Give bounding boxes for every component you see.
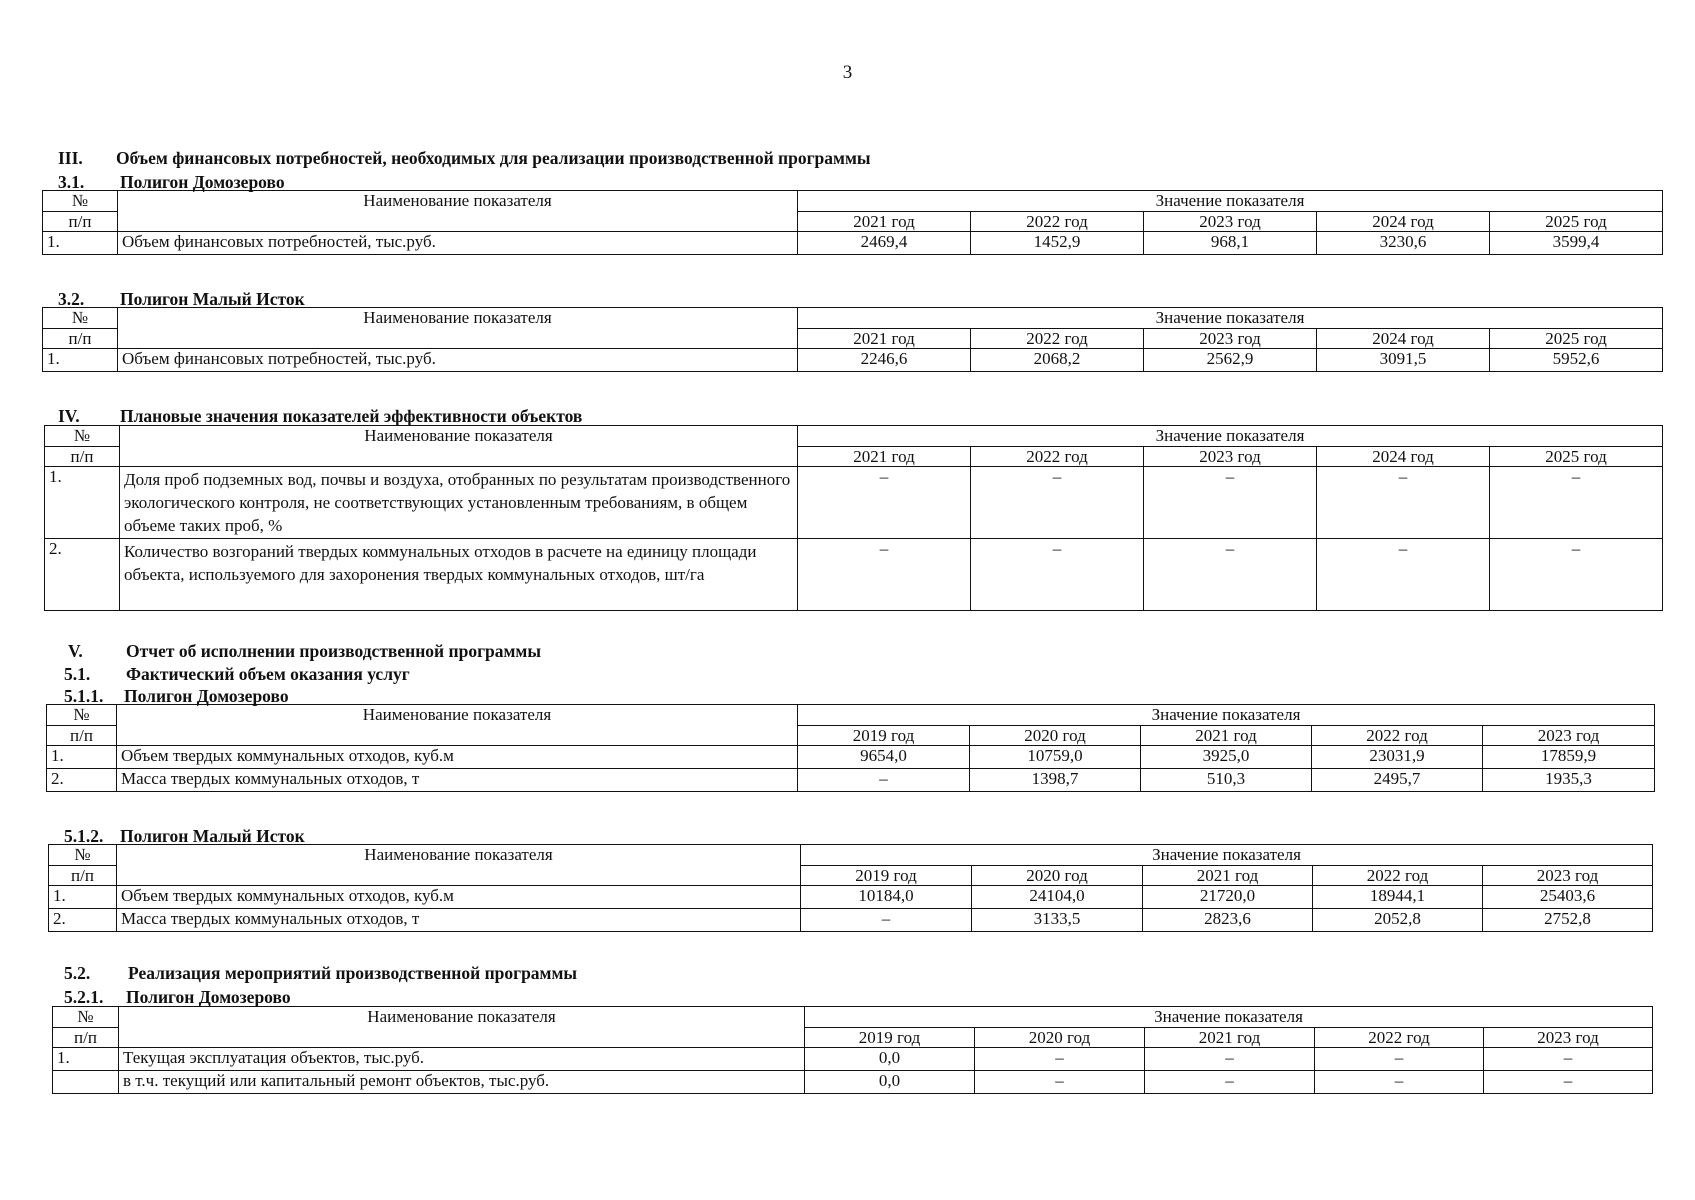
table-4	[44, 425, 1663, 611]
page-number: 3	[842, 62, 853, 83]
header-indicator-value: Значение показателя	[798, 705, 1655, 726]
value-cell: 3925,0	[1141, 746, 1312, 769]
year-header: 2019 год	[798, 726, 970, 746]
subsection-5-2-title: Реализация мероприятий производственной программы	[128, 963, 578, 983]
header-no: №	[49, 845, 117, 866]
value-cell: 9654,0	[798, 746, 970, 769]
value-cell: 2469,4	[798, 232, 971, 255]
subsection-5-2-1-title: Полигон Домозерово	[126, 987, 291, 1007]
subsection-3-1-number: 3.1.	[58, 172, 85, 192]
subsection-5-2-number: 5.2.	[64, 963, 91, 983]
header-indicator-name: Наименование показателя	[117, 845, 801, 886]
value-cell: 1452,9	[971, 232, 1144, 255]
value-cell: –	[798, 467, 971, 539]
value-cell: –	[798, 539, 971, 611]
value-cell: –	[1490, 467, 1663, 539]
row-number: 2.	[47, 769, 117, 792]
header-indicator-name: Наименование показателя	[117, 705, 798, 746]
row-number: 1.	[49, 886, 117, 909]
year-header: 2023 год	[1483, 866, 1653, 886]
value-cell: 2495,7	[1312, 769, 1483, 792]
row-number: 2.	[45, 539, 120, 611]
header-no: №	[47, 705, 117, 726]
header-no-sub: п/п	[53, 1028, 119, 1048]
table-3-1	[42, 190, 1663, 255]
subsection-3-1-title: Полигон Домозерово	[120, 172, 285, 192]
value-cell: 10184,0	[801, 886, 972, 909]
row-name: Объем твердых коммунальных отходов, куб.м	[117, 886, 801, 909]
table-row	[49, 886, 1653, 909]
value-cell: 2246,6	[798, 349, 971, 372]
value-cell: 2823,6	[1143, 909, 1313, 932]
table-3-2	[42, 307, 1663, 372]
header-indicator-value: Значение показателя	[798, 426, 1663, 447]
section-3-number: III.	[58, 148, 83, 168]
value-cell: 0,0	[805, 1071, 975, 1094]
value-cell: –	[971, 467, 1144, 539]
value-cell: –	[1484, 1071, 1653, 1094]
year-header: 2020 год	[975, 1028, 1145, 1048]
row-number: 2.	[49, 909, 117, 932]
row-number: 1.	[53, 1048, 119, 1071]
table-row	[43, 349, 1663, 372]
table-5-1-2	[48, 844, 1653, 932]
value-cell: 2752,8	[1483, 909, 1653, 932]
row-name: в т.ч. текущий или капитальный ремонт объектов, тыс.руб.	[119, 1071, 805, 1094]
year-header: 2020 год	[970, 726, 1141, 746]
subsection-5-1-title: Фактический объем оказания услуг	[126, 664, 410, 684]
year-header: 2020 год	[972, 866, 1143, 886]
value-cell: 510,3	[1141, 769, 1312, 792]
value-cell: 1398,7	[970, 769, 1141, 792]
header-no-sub: п/п	[43, 329, 118, 349]
section-5-title: Отчет об исполнении производственной программы	[126, 641, 542, 661]
value-cell: –	[1144, 467, 1317, 539]
section-5-number: V.	[68, 641, 83, 661]
subsection-5-1-number: 5.1.	[64, 664, 91, 684]
subsection-5-1-2-title: Полигон Малый Исток	[120, 826, 305, 846]
year-header: 2021 год	[798, 447, 971, 467]
year-header: 2024 год	[1317, 329, 1490, 349]
header-no: №	[43, 308, 118, 329]
year-header: 2021 год	[798, 329, 971, 349]
value-cell: 17859,9	[1483, 746, 1655, 769]
header-no: №	[53, 1007, 119, 1028]
value-cell: –	[975, 1048, 1145, 1071]
year-header: 2022 год	[1315, 1028, 1484, 1048]
table-row	[45, 539, 1663, 611]
header-indicator-value: Значение показателя	[798, 191, 1663, 212]
year-header: 2019 год	[805, 1028, 975, 1048]
year-header: 2023 год	[1144, 212, 1317, 232]
row-name: Масса твердых коммунальных отходов, т	[117, 769, 798, 792]
value-cell: 18944,1	[1313, 886, 1483, 909]
year-header: 2023 год	[1483, 726, 1655, 746]
row-name: Объем твердых коммунальных отходов, куб.м	[117, 746, 798, 769]
value-cell: 2052,8	[1313, 909, 1483, 932]
row-name: Объем финансовых потребностей, тыс.руб.	[118, 232, 798, 255]
header-no-sub: п/п	[47, 726, 117, 746]
table-5-2-1	[52, 1006, 1653, 1094]
header-no: №	[43, 191, 118, 212]
year-header: 2024 год	[1317, 447, 1490, 467]
header-indicator-value: Значение показателя	[798, 308, 1663, 329]
value-cell: –	[1317, 467, 1490, 539]
subsection-5-1-2-number: 5.1.2.	[64, 826, 104, 846]
year-header: 2023 год	[1144, 447, 1317, 467]
value-cell: –	[798, 769, 970, 792]
year-header: 2022 год	[971, 329, 1144, 349]
value-cell: –	[1484, 1048, 1653, 1071]
year-header: 2021 год	[1143, 866, 1313, 886]
value-cell: –	[801, 909, 972, 932]
subsection-5-1-heading	[64, 664, 410, 684]
year-header: 2021 год	[1141, 726, 1312, 746]
subsection-3-1-heading	[58, 172, 285, 192]
value-cell: 3133,5	[972, 909, 1143, 932]
row-number: 1.	[47, 746, 117, 769]
subsection-5-2-heading	[64, 963, 577, 983]
subsection-3-2-heading	[58, 289, 305, 309]
row-number: 1.	[43, 349, 118, 372]
year-header: 2022 год	[971, 212, 1144, 232]
value-cell: 0,0	[805, 1048, 975, 1071]
row-name: Доля проб подземных вод, почвы и воздуха, отобранных по результатам производственного экологического контроля, не соответствующих установленным требованиям, в общем объеме таких проб, %	[120, 467, 798, 539]
table-row	[53, 1048, 1653, 1071]
value-cell: 2068,2	[971, 349, 1144, 372]
year-header: 2019 год	[801, 866, 972, 886]
header-no-sub: п/п	[45, 447, 120, 467]
table-row	[43, 232, 1663, 255]
year-header: 2025 год	[1490, 447, 1663, 467]
table-row	[45, 467, 1663, 539]
section-3-title: Объем финансовых потребностей, необходимых для реализации производственной программы	[116, 148, 871, 168]
row-number: 1.	[45, 467, 120, 539]
header-indicator-value: Значение показателя	[801, 845, 1653, 866]
value-cell: –	[1145, 1048, 1315, 1071]
year-header: 2025 год	[1490, 212, 1663, 232]
subsection-3-2-title: Полигон Малый Исток	[120, 289, 305, 309]
value-cell: 23031,9	[1312, 746, 1483, 769]
value-cell: –	[1145, 1071, 1315, 1094]
header-no-sub: п/п	[49, 866, 117, 886]
year-header: 2021 год	[1145, 1028, 1315, 1048]
section-4-number: IV.	[58, 406, 80, 426]
value-cell: 3599,4	[1490, 232, 1663, 255]
header-indicator-name: Наименование показателя	[120, 426, 798, 467]
subsection-5-1-1-number: 5.1.1.	[64, 686, 104, 706]
row-number: 1.	[43, 232, 118, 255]
value-cell: 24104,0	[972, 886, 1143, 909]
value-cell: 5952,6	[1490, 349, 1663, 372]
value-cell: –	[971, 539, 1144, 611]
subsection-5-2-1-heading	[64, 987, 291, 1007]
year-header: 2023 год	[1144, 329, 1317, 349]
header-indicator-name: Наименование показателя	[119, 1007, 805, 1048]
table-row	[47, 746, 1655, 769]
value-cell: 2562,9	[1144, 349, 1317, 372]
year-header: 2025 год	[1490, 329, 1663, 349]
subsection-5-1-2-heading	[64, 826, 305, 846]
year-header: 2022 год	[1312, 726, 1483, 746]
subsection-5-2-1-number: 5.2.1.	[64, 987, 104, 1007]
value-cell: 3091,5	[1317, 349, 1490, 372]
table-row	[47, 769, 1655, 792]
value-cell: 968,1	[1144, 232, 1317, 255]
value-cell: –	[975, 1071, 1145, 1094]
table-row	[53, 1071, 1653, 1094]
year-header: 2022 год	[1313, 866, 1483, 886]
table-5-1-1	[46, 704, 1655, 792]
header-indicator-name: Наименование показателя	[118, 308, 798, 349]
value-cell: –	[1315, 1071, 1484, 1094]
header-no: №	[45, 426, 120, 447]
row-name: Масса твердых коммунальных отходов, т	[117, 909, 801, 932]
row-name: Текущая эксплуатация объектов, тыс.руб.	[119, 1048, 805, 1071]
value-cell: –	[1317, 539, 1490, 611]
value-cell: 21720,0	[1143, 886, 1313, 909]
header-no-sub: п/п	[43, 212, 118, 232]
subsection-5-1-1-heading	[64, 686, 289, 706]
row-name: Объем финансовых потребностей, тыс.руб.	[118, 349, 798, 372]
value-cell: 3230,6	[1317, 232, 1490, 255]
section-5-heading	[68, 641, 541, 661]
table-row	[49, 909, 1653, 932]
row-number	[53, 1071, 119, 1094]
value-cell: 25403,6	[1483, 886, 1653, 909]
value-cell: –	[1144, 539, 1317, 611]
subsection-3-2-number: 3.2.	[58, 289, 85, 309]
section-4-title: Плановые значения показателей эффективности объектов	[120, 406, 583, 426]
subsection-5-1-1-title: Полигон Домозерово	[124, 686, 289, 706]
year-header: 2024 год	[1317, 212, 1490, 232]
value-cell: 1935,3	[1483, 769, 1655, 792]
value-cell: 10759,0	[970, 746, 1141, 769]
header-indicator-value: Значение показателя	[805, 1007, 1653, 1028]
year-header: 2023 год	[1484, 1028, 1653, 1048]
row-name: Количество возгораний твердых коммунальных отходов в расчете на единицу площади объекта, используемого для захоронения твердых коммунальных отходов, шт/га	[120, 539, 798, 611]
value-cell: –	[1315, 1048, 1484, 1071]
section-3-heading	[58, 148, 871, 168]
header-indicator-name: Наименование показателя	[118, 191, 798, 232]
section-4-heading	[58, 406, 582, 426]
value-cell: –	[1490, 539, 1663, 611]
year-header: 2022 год	[971, 447, 1144, 467]
year-header: 2021 год	[798, 212, 971, 232]
